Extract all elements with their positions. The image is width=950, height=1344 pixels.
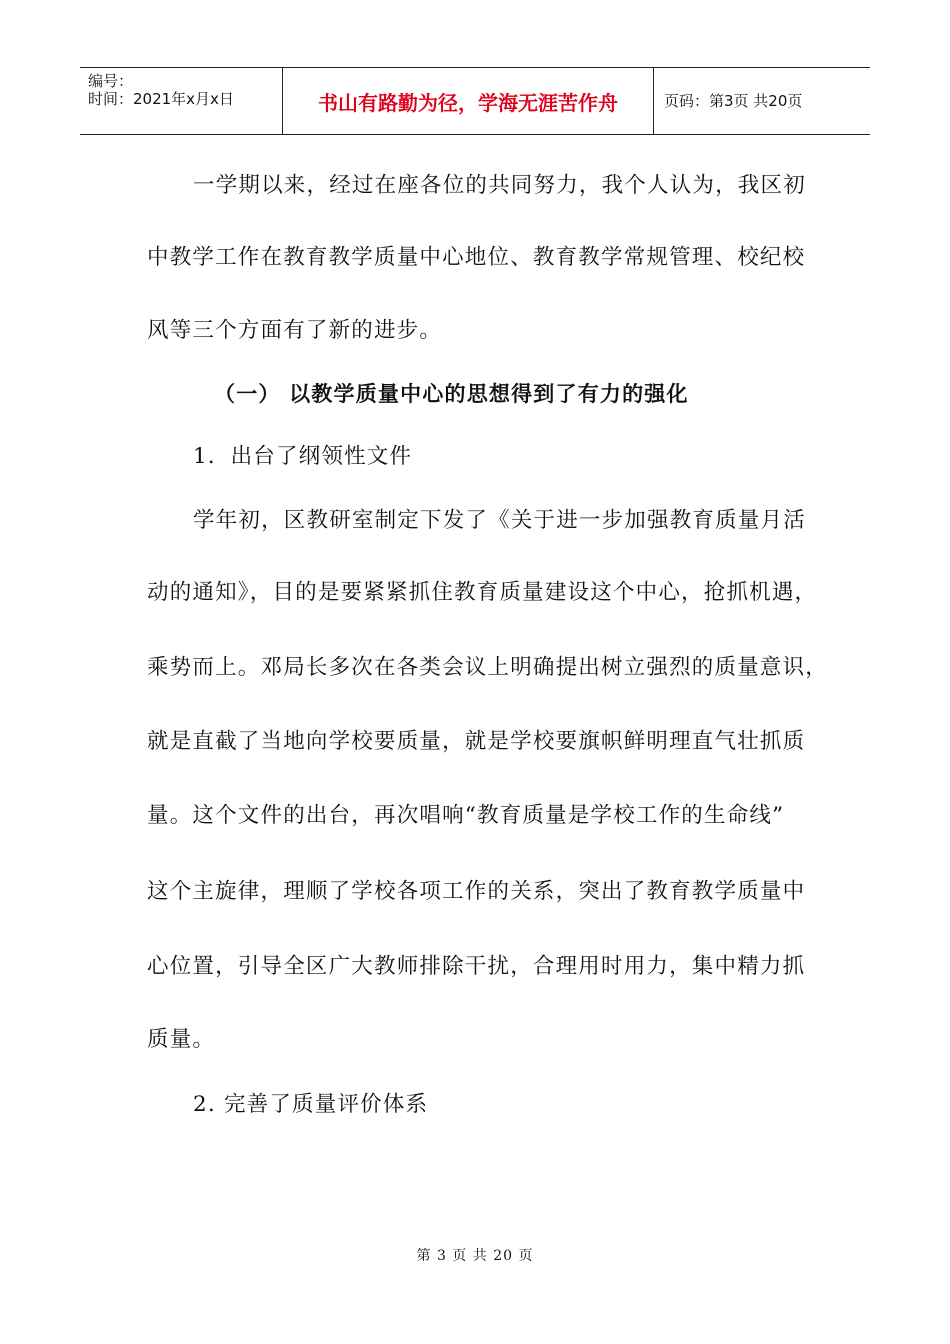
paragraph-line: 一学期以来，经过在座各位的共同努力，我个人认为，我区初 xyxy=(193,173,806,198)
header-page-number: 页码：第3页 共20页 xyxy=(664,92,803,110)
paragraph-line: 质量。 xyxy=(147,1027,216,1052)
paragraph-line: 就是直截了当地向学校要质量，就是学校要旗帜鲜明理直气壮抓质 xyxy=(147,729,806,754)
paragraph-line: 动的通知》，目的是要紧紧抓住教育质量建设这个中心，抢抓机遇， xyxy=(147,580,818,605)
paragraph-line: 量。这个文件的出台，再次唱响“教育质量是学校工作的生命线” xyxy=(147,803,785,828)
header-info-cell xyxy=(80,68,282,134)
subsection-heading: 1．出台了纲领性文件 xyxy=(193,444,413,469)
document-time-label: 时间：2021年x月x日 xyxy=(88,90,234,108)
paragraph-line: 中教学工作在教育教学质量中心地位、教育教学常规管理、校纪校 xyxy=(147,245,806,270)
header-motto: 书山有路勤为径，学海无涯苦作舟 xyxy=(318,90,618,115)
paragraph-line: 乘势而上。邓局长多次在各类会议上明确提出树立强烈的质量意识， xyxy=(147,655,829,680)
header-page-cell xyxy=(654,68,870,134)
page-header xyxy=(80,67,870,135)
document-number-label: 编号： xyxy=(88,72,134,90)
section-heading: （一） 以教学质量中心的思想得到了有力的强化 xyxy=(214,382,689,406)
subsection-heading: 2. 完善了质量评价体系 xyxy=(193,1092,429,1117)
page-footer: 第 3 页 共 20 页 xyxy=(416,1248,534,1264)
paragraph-line: 这个主旋律，理顺了学校各项工作的关系，突出了教育教学质量中 xyxy=(147,879,806,904)
paragraph-line: 心位置，引导全区广大教师排除干扰，合理用时用力，集中精力抓 xyxy=(147,954,806,979)
paragraph-line: 学年初，区教研室制定下发了《关于进一步加强教育质量月活 xyxy=(193,508,806,533)
paragraph-line: 风等三个方面有了新的进步。 xyxy=(147,318,443,343)
header-motto-cell xyxy=(282,68,654,134)
